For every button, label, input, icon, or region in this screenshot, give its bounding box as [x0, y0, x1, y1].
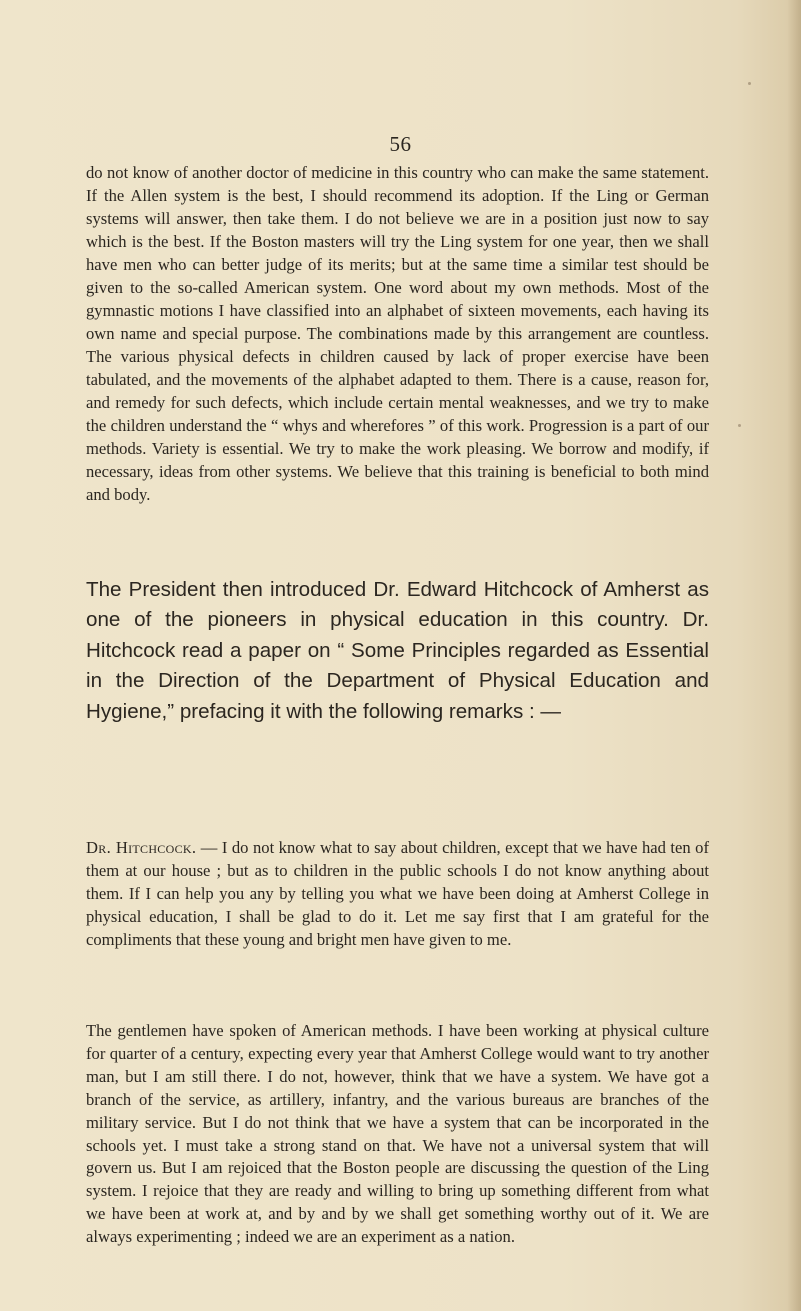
paragraph-hitchcock-remarks: [86, 837, 709, 952]
page-edge-shadow: [787, 0, 801, 1311]
ink-speck: [97, 1216, 100, 1219]
speaker-name: Dr. Hitchcock.: [86, 838, 197, 857]
paragraph-american-methods: The gentlemen have spoken of American methods. I have been working at physical culture for quarter of a century, expecting every year that Amherst College would want to try another man, but I am still there. I do not, however, think that we have a system. We have got a branch of the service, as artillery, infantry, and the various bureaus are branches of the military service. But I do not think that we have a system that can be incorporated in the schools yet. I must take a strong stand on that. We have not a universal system that will govern us. But I am rejoiced that the Boston people are discussing the question of the Ling system. I rejoice that they are ready and willing to bring up something different from what we have been at work at, and by and by we shall get something worthy out of it. We are always experimenting ; indeed we are an experiment as a nation.: [86, 1021, 709, 1247]
paragraph-president-introduction: The President then introduced Dr. Edward Hitchcock of Amherst as one of the pioneers in physical education in this country. Dr. Hitchcock read a paper on “ Some Principles regarded as Essential in the Direction of the Department of Physical Education and Hygiene,” prefacing it with the following remarks : —: [86, 578, 709, 723]
paragraph-continued-speech: do not know of another doctor of medicine in this country who can make the same statement. If the Allen system is the best, I should recommend its adoption. If the Ling or German systems will answer, then take them. I do not believe we are in a position just now to say which is the best. If the Boston masters will try the Ling system for one year, then we shall have men who can better judge of its merits; but at the same time a similar test should be given to the so-called American system. One word about my own methods. Most of the gymnastic motions I have classified into an alphabet of sixteen movements, each having its own name and special purpose. The combinations made by this arrangement are countless. The various physical defects in children caused by lack of proper exercise have been tabulated, and the movements of the alphabet adapted to them. There is a cause, reason for, and remedy for such defects, which include certain mental weaknesses, and we try to make the children understand the “ whys and wherefores ” of this work. Progression is a part of our methods. Variety is essential. We try to make the work pleasing. We borrow and modify, if necessary, ideas from other systems. We believe that this training is beneficial to both mind and body.: [86, 163, 709, 504]
paragraph-hitchcock-text: — I do not know what to say about children, except that we have had ten of them at our house ; but as to children in the public schools I do not know anything about them. If I can help you any by telling you what we have been doing at Amherst College in physical education, I shall be glad to do it. Let me say first that I am grateful for the compliments that these young and bright men have given to me.: [86, 838, 709, 949]
page-number: 56: [389, 132, 412, 156]
ink-speck: [738, 424, 741, 427]
ink-speck: [748, 82, 751, 85]
